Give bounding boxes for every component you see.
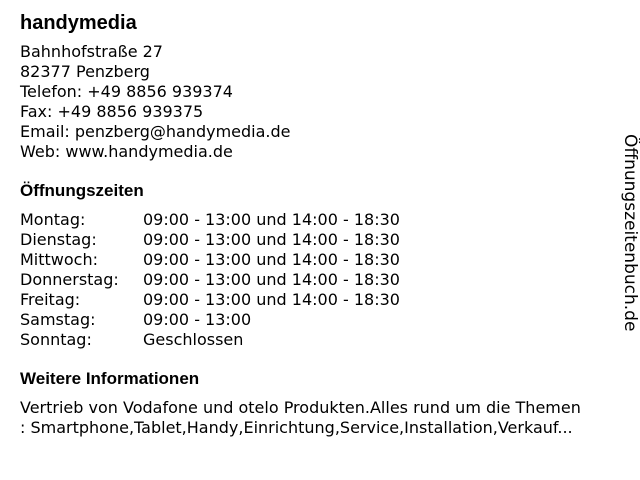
opening-hours-title: Öffnungszeiten	[20, 181, 144, 200]
time-value: 09:00 - 13:00 und 14:00 - 18:30	[143, 210, 400, 229]
email-line: Email: penzberg@handymedia.de	[20, 122, 291, 141]
hours-row-sunday	[20, 330, 625, 350]
day-label: Montag:	[20, 210, 86, 229]
hours-row-saturday	[20, 310, 625, 330]
address-street: Bahnhofstraße 27	[20, 42, 163, 61]
opening-hours-table	[20, 210, 625, 350]
hours-row-thursday	[20, 270, 625, 290]
time-value: 09:00 - 13:00	[143, 310, 252, 329]
time-value: 09:00 - 13:00 und 14:00 - 18:30	[143, 230, 400, 249]
hours-row-monday	[20, 210, 625, 230]
business-name: handymedia	[20, 12, 137, 34]
description-line-2: : Smartphone,Tablet,Handy,Einrichtung,Service,Installation,Verkauf...	[20, 418, 573, 437]
address-city: 82377 Penzberg	[20, 62, 150, 81]
day-label: Freitag:	[20, 290, 81, 309]
hours-row-tuesday	[20, 230, 625, 250]
time-value: Geschlossen	[143, 330, 244, 349]
phone-line: Telefon: +49 8856 939374	[20, 82, 233, 101]
day-label: Sonntag:	[20, 330, 92, 349]
day-label: Mittwoch:	[20, 250, 98, 269]
description-line-1: Vertrieb von Vodafone und otelo Produkten.Alles rund um die Themen	[20, 398, 581, 417]
time-value: 09:00 - 13:00 und 14:00 - 18:30	[143, 270, 400, 289]
business-description	[20, 398, 628, 438]
more-info-title: Weitere Informationen	[20, 369, 200, 388]
day-label: Dienstag:	[20, 230, 97, 249]
fax-line: Fax: +49 8856 939375	[20, 102, 204, 121]
hours-row-wednesday	[20, 250, 625, 270]
time-value: 09:00 - 13:00 und 14:00 - 18:30	[143, 250, 400, 269]
web-line: Web: www.handymedia.de	[20, 142, 233, 161]
site-watermark: Öffnungszeitenbuch.de	[620, 134, 640, 332]
business-card	[20, 10, 625, 438]
time-value: 09:00 - 13:00 und 14:00 - 18:30	[143, 290, 400, 309]
day-label: Samstag:	[20, 310, 96, 329]
hours-row-friday	[20, 290, 625, 310]
day-label: Donnerstag:	[20, 270, 119, 289]
